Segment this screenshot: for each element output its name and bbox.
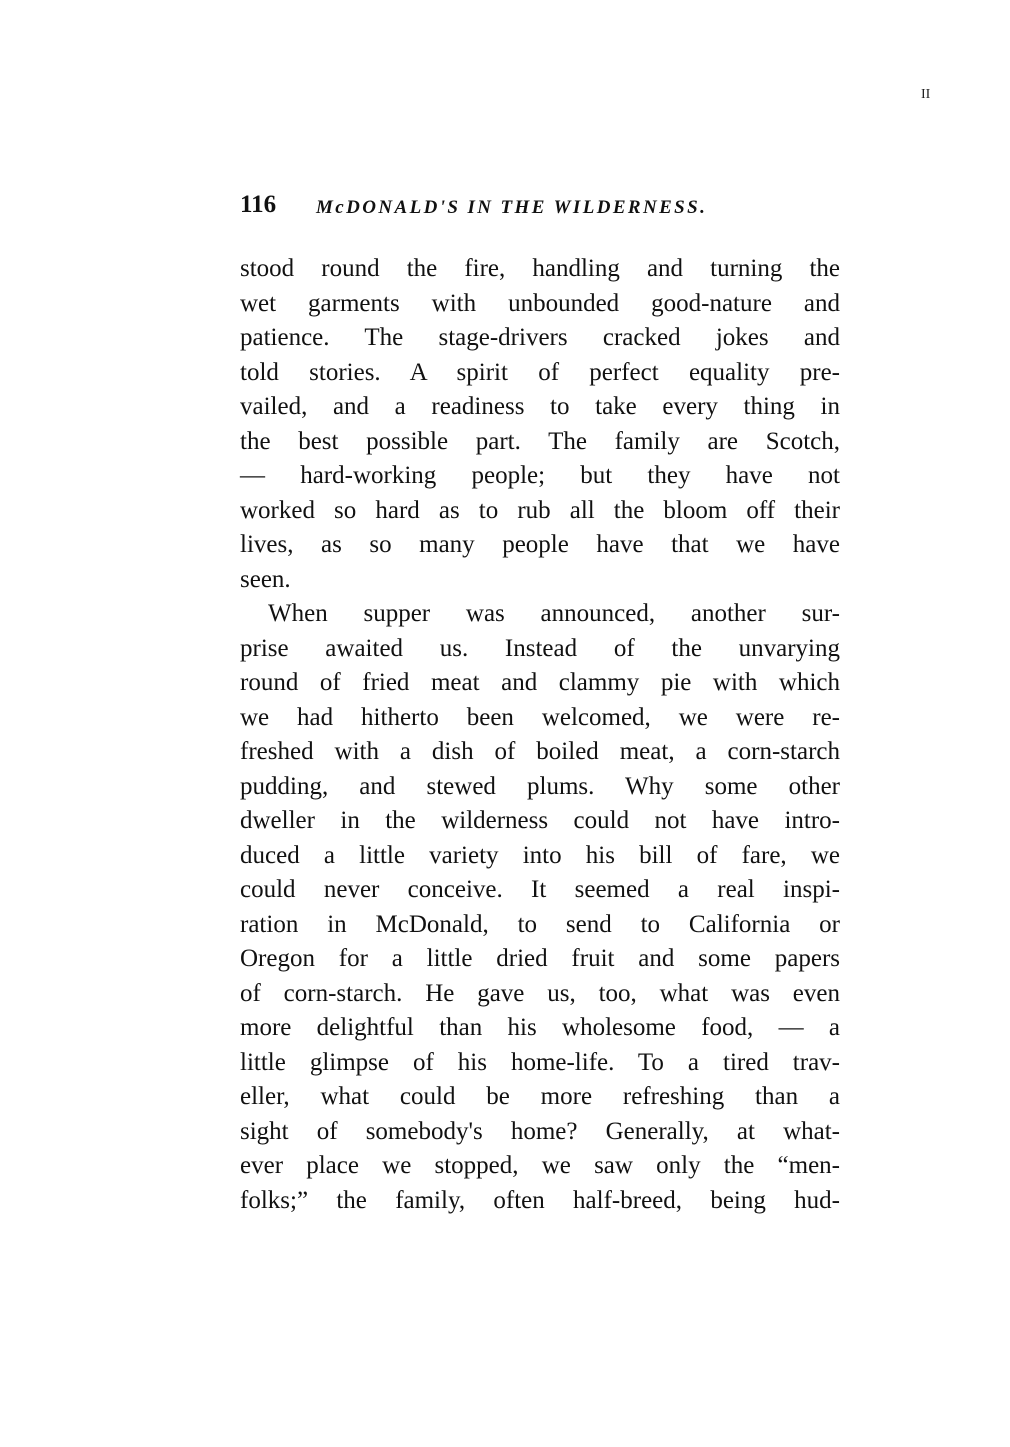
text-line: vailed, and a readiness to take every thing in	[240, 393, 840, 420]
page-number: 116	[240, 191, 277, 218]
text-line: lives, as so many people have that we have	[240, 531, 840, 558]
text-line: could never conceive. It seemed a real inspi-	[240, 876, 840, 903]
paragraph-2	[240, 597, 840, 1218]
paragraph-1	[240, 252, 840, 597]
text-line: pudding, and stewed plums. Why some other	[240, 772, 840, 800]
text-line: ever place we stopped, we saw only the “men-	[240, 1152, 840, 1179]
text-line: worked so hard as to rub all the bloom off their	[240, 496, 840, 524]
text-line: told stories. A spirit of perfect equality pre-	[240, 358, 840, 386]
text-line: wet garments with unbounded good-nature and	[240, 289, 840, 317]
text-line: duced a little variety into his bill of fare, we	[240, 841, 840, 869]
running-head	[240, 190, 840, 224]
text-line: seen.	[240, 565, 291, 593]
text-line: of corn-starch. He gave us, too, what was even	[240, 979, 840, 1007]
text-line: eller, what could be more refreshing than a	[240, 1083, 840, 1110]
text-line: ration in McDonald, to send to California or	[240, 910, 840, 938]
text-line: stood round the fire, handling and turning the	[240, 255, 840, 282]
text-line: dweller in the wilderness could not have intro-	[240, 807, 840, 834]
running-head-title: McDONALD'S IN THE WILDERNESS.	[316, 197, 708, 218]
text-line: prise awaited us. Instead of the unvarying	[240, 634, 840, 662]
text-line: When supper was announced, another sur-	[268, 600, 840, 627]
corner-mark: II	[921, 87, 931, 102]
text-line: more delightful than his wholesome food, — a	[240, 1014, 840, 1041]
text-line: Oregon for a little dried fruit and some papers	[240, 945, 840, 972]
text-line: sight of somebody's home? Generally, at what-	[240, 1117, 840, 1145]
body-text	[240, 252, 840, 1218]
text-line: little glimpse of his home-life. To a tired trav-	[240, 1048, 840, 1076]
text-line: folks;” the family, often half-breed, being hud-	[240, 1186, 840, 1214]
text-line: round of fried meat and clammy pie with which	[240, 669, 840, 696]
text-line: the best possible part. The family are Scotch,	[240, 427, 840, 455]
text-line: freshed with a dish of boiled meat, a corn-starch	[240, 738, 840, 765]
text-line: we had hitherto been welcomed, we were re-	[240, 703, 840, 731]
text-line: — hard-working people; but they have not	[240, 462, 840, 489]
text-line: patience. The stage-drivers cracked jokes and	[240, 324, 840, 351]
